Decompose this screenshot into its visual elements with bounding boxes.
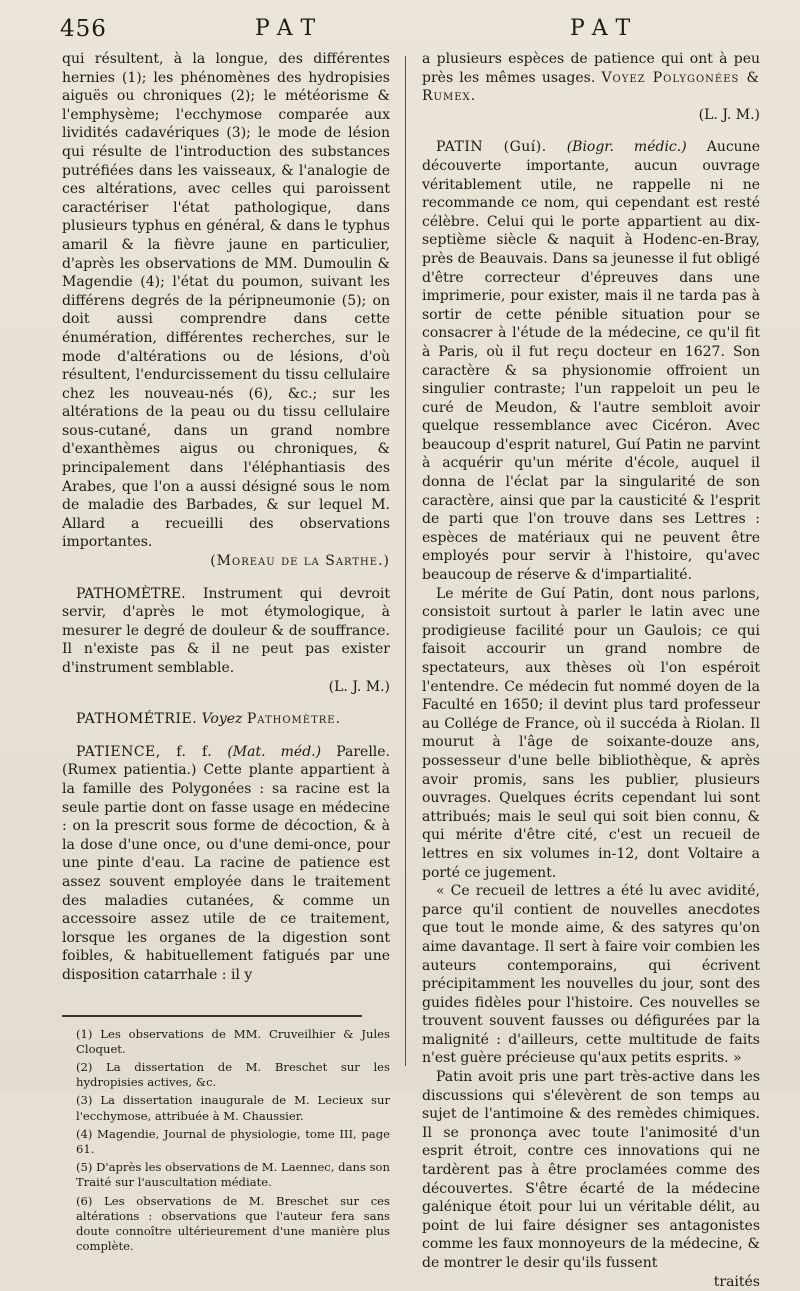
cross-ref: Voyez Polygonées & Rumex. (422, 69, 760, 105)
footnote: (5) D'après les observations de M. Laennec, dans son Traité sur l'auscultation médiate. (76, 1160, 391, 1190)
left-column (62, 50, 390, 1257)
page-number: 456 (60, 16, 107, 42)
author-signature: (L. J. M.) (698, 106, 760, 123)
paragraph: Le mérite de Guí Patin, dont nous parlons, consistoit surtout à parler le latin avec une prodigieuse facilité pour un Gaulois; ce qui faisoit accourir un grand nombre de spectateurs, aux thèses où l'on espéroit l'entendre. Ce médecin fut nommé doyen de la Faculté en 1650; il devint plus tard professeur au Collége de France, où il succéda à Riolan. Il mourut à l'âge de soixante-douze ans, possesseur d'une belle bibliothèque, & après avoir promis, sans les publier, plusieurs ouvrages. Quelques écrits cependant lui sont attribués; mais le seul qui soit bien connu, & qui mérite d'être cité, c'est un recueil de lettres en six volumes in-12, dont Voltaire a porté ce jugement. (422, 585, 760, 881)
entry-text: Aucune découverte importante, aucun ouvrage véritablement utile, ne rappelle ni ne recommande ce nom, qui cependant est resté célèbre. Celui qui le porte appartient au dix-septième siècle & naquit à Hodenc-en-Bray, près de Beauvais. Dans sa jeunesse il fut obligé d'être correcteur d'épreuves dans une imprimerie, pour exister, mais il ne tarda pas à sortir de cette pénible situation pour se consacrer à l'étude de la médecine, ce qu'il fit à Paris, où il fut reçu docteur en 1627. Son caractère & sa physionomie offroient un singulier contraste; l'un rappeloit un peu le curé de Meudon, & l'autre sembloit avoir quelque ressemblance avec Cicéron. Avec beaucoup d'esprit naturel, Guí Patin ne parvint à acquérir qu'un mérite d'école, auquel il donna de l'éclat par la singularité de son caractère, ainsi que par la causticité & l'esprit de parti que l'on trouve dans ses Lettres : espèces de matériaux qui ne peuvent être employés pour servir à l'histoire, qu'avec beaucoup de réserve & d'impartialité. (422, 139, 760, 584)
running-head-left: PAT (255, 16, 325, 41)
headword: PATIENCE, f. f. (76, 743, 213, 760)
entry-patin (422, 138, 760, 584)
entry-text: Parelle. (Rumex patientia.) Cette plante appartient à la famille des Polygonées : sa racine est la seule partie dont on fasse usage en médecine : on la prescrit sous forme de décoction, & à la dose d'une once, ou d'une demi-once, pour une pinte d'eau. La racine de patience est assez souvent employée dans le traitement des maladies cutanées, & comme un accessoire assez utile de ce traitement, lorsque les organes de la digestion sont foibles, & habituellement fatigués par une disposition catarrhale : il y (62, 743, 391, 983)
entry-text: a plusieurs espèces de patience qui ont à peu près les mêmes usages. (422, 51, 760, 86)
column-divider (405, 56, 406, 1066)
footnote: (2) La dissertation de M. Breschet sur les hydropisies actives, &c. (76, 1059, 390, 1090)
cross-ref-target: Pathomètre. (246, 711, 342, 728)
page-header (60, 14, 760, 48)
headword: PATHOMÉTRIE. (76, 711, 198, 728)
right-column (422, 50, 760, 1291)
paragraph-continuation: qui résultent, à la longue, des différentes hernies (1); les phénomènes des hydropisies aiguës ou chroniques (2); le météorisme & l'emphysème; l'ecchymose comparée aux lividités cadavériques (3); le mode de lésion qui résulte de l'introduction des substances putréfiées dans les vaisseaux, & l'analogie de ces altérations, avec celles qui paroissent caractériser l'état pathologique, dans plusieurs typhus en général, & dans le typhus amaril & la fièvre jaune en particulier, d'après les observations de MM. Dumoulin & Magendie (4); l'état du poumon, suivant les différens degrés de la péripneumonie (5); on doit aussi comprendre dans cette énumération, différentes recherches, sur le mode d'altérations ou de lésions, d'où résultent, l'endurcissement du tissu cellulaire chez les nouveau-nés (6), &c.; sur les altérations de la peau ou du tissu cellulaire sous-cutané, dans un grand nombre d'exanthèmes aigus ou chroniques, & principalement dans l'éléphantiasis des Arabes, que l'on a aussi désigné sous le nom de maladie des Barbades, & sur lequel M. Allard a recueilli des observations importantes. (62, 51, 390, 551)
entry-pathometre: PATHOMÈTRE. Instrument qui devroit servir, d'après le mot étymologique, à mesurer le degré de douleur & de souffrance. Il n'existe pas & il ne peut pas exister d'instrument semblable. (62, 585, 390, 676)
footnote-rule (62, 1015, 362, 1017)
footnote: (4) Magendie, Journal de physiologie, tome III, page 61. (76, 1126, 390, 1156)
quotation: « Ce recueil de lettres a été lu avec avidité, parce qu'il contient de nouvelles anecdotes que tout le monde aime, & des satyres qu'on aime davantage. Il sert à faire voir combien les auteurs contemporains, qui écrivent précipitamment les nouvelles du jour, sont des guides fidèles pour l'histoire. Ces nouvelles se trouvent souvent fausses ou défigurées par la malignité : d'ailleurs, cette multitude de faits n'est guère précieuse qu'aux petits esprits. » (422, 883, 760, 1067)
author-signature: (Moreau de la Sarthe.) (210, 553, 390, 570)
running-head-right: PAT (570, 16, 640, 41)
entry-patience (62, 743, 390, 985)
paragraph-continuation (422, 50, 760, 106)
author-signature: (L. J. M.) (328, 678, 390, 695)
footnote: (1) Les observations de MM. Cruveilhier & Jules Cloquet. (76, 1026, 390, 1056)
subject-label: (Mat. méd.) (227, 743, 322, 760)
catchword: traités (713, 1273, 760, 1290)
entry-pathometrie (62, 710, 390, 729)
cross-ref-label: Voyez (201, 711, 243, 728)
footnote: (3) La dissertation inaugurale de M. Lecieux sur l'ecchymose, attribuée à M. Chaussier. (76, 1093, 390, 1123)
headword: PATIN (Guí). (436, 139, 547, 156)
footnotes (62, 1027, 390, 1255)
footnote: (6) Les observations de M. Breschet sur ces altérations : observations que l'auteur fera sans doute connoître ultérieurement d'une manière plus complète. (76, 1193, 390, 1254)
paragraph: Patin avoit pris une part très-active dans les discussions qui s'élevèrent de son temps au sujet de l'antimoine & des remèdes chimiques. Il se prononça avec toute l'animosité d'un esprit étroit, contre ces innovations qui ne tardèrent pas à être proclamées comme des découvertes. S'être écarté de la médecine galénique étoit pour lui un véritable délit, au point de lui faire désigner ses antagonistes comme les faux monnoyeurs de la médecine, & de montrer le desir qu'ils fussent (422, 1069, 760, 1271)
subject-label: (Biogr. médic.) (566, 139, 687, 156)
